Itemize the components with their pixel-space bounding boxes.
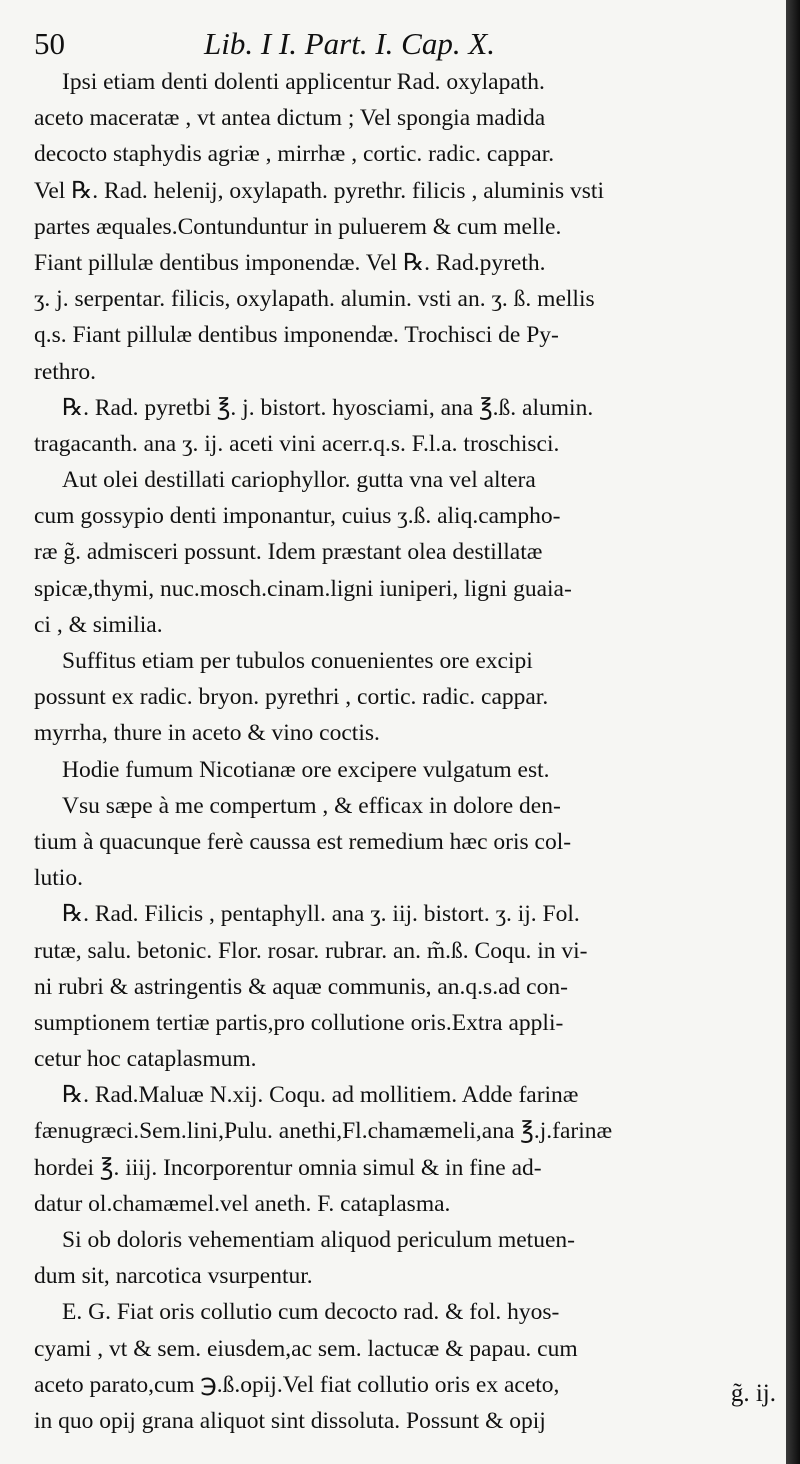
text-line: ni rubri & astringentis & aquæ communis, an.q.s.ad con- xyxy=(34,973,568,1000)
text-line: q.s. Fiant pillulæ dentibus imponendæ. Trochisci de Py- xyxy=(34,322,559,349)
text-line: datur ol.chamæmel.vel aneth. F. cataplasma. xyxy=(34,1190,451,1217)
text-line: cum gossypio denti imponantur, cuius ʒ.ß. aliq.campho- xyxy=(34,503,561,530)
text-line: decocto staphydis agriæ , mirrhæ , cortic. radic. cappar. xyxy=(34,141,555,168)
page-number: 50 xyxy=(34,26,65,61)
text-line: fænugræci.Sem.lini,Pulu. anethi,Fl.chamæmeli,ana ℥.j.farinæ xyxy=(34,1118,613,1145)
body-text xyxy=(34,64,772,1439)
text-line: myrrha, thure in aceto & vino coctis. xyxy=(34,720,380,747)
page-edge-shadow xyxy=(786,0,800,1464)
text-line: Si ob doloris vehementiam aliquod periculum metuen- xyxy=(62,1227,575,1253)
text-line: cetur hoc cataplasmum. xyxy=(34,1046,257,1073)
text-line: possunt ex radic. bryon. pyrethri , cortic. radic. cappar. xyxy=(34,684,549,711)
text-line: sumptionem tertiæ partis,pro collutione oris.Extra appli- xyxy=(34,1009,564,1036)
text-line: Suffitus etiam per tubulos conuenientes ore excipi xyxy=(62,648,533,674)
text-line: ʒ. j. serpentar. filicis, oxylapath. alumin. vsti an. ʒ. ß. mellis xyxy=(34,286,595,313)
text-line: ræ g̃. admisceri possunt. Idem præstant olea destillatæ xyxy=(34,539,543,566)
text-line: Hodie fumum Nicotianæ ore excipere vulgatum est. xyxy=(62,756,550,783)
running-title: Lib. I I. Part. I. Cap. X. xyxy=(204,26,496,61)
text-line: aceto parato,cum ℈.ß.opij.Vel fiat collutio oris ex aceto, xyxy=(34,1371,560,1398)
text-line: Fiant pillulæ dentibus imponendæ. Vel ℞. Rad.pyreth. xyxy=(34,249,546,276)
text-line: partes æquales.Contunduntur in puluerem & cum melle. xyxy=(34,213,562,240)
text-line: lutio. xyxy=(34,865,83,892)
catchword: g̃. ij. xyxy=(730,1380,776,1407)
text-line: aceto maceratæ , vt antea dictum ; Vel spongia madida xyxy=(34,105,546,132)
text-line: spicæ,thymi, nuc.mosch.cinam.ligni iuniperi, ligni guaia- xyxy=(34,575,572,602)
text-line: dum sit, narcotica vsurpentur. xyxy=(34,1263,313,1290)
text-line: ci , & similia. xyxy=(34,611,163,638)
text-line: rutæ, salu. betonic. Flor. rosar. rubrar. an. m̃.ß. Coqu. in vi- xyxy=(34,937,588,964)
text-line: Aut olei destillati cariophyllor. gutta vna vel altera xyxy=(62,467,536,494)
text-line: in quo opij grana aliquot sint dissoluta. Possunt & opij xyxy=(34,1407,546,1434)
text-line: tragacanth. ana ʒ. ij. aceti vini acerr.q.s. F.l.a. troschisci. xyxy=(34,430,560,457)
text-line: rethro. xyxy=(34,358,96,385)
text-line: ℞. Rad. Filicis , pentaphyll. ana ʒ. iij. bistort. ʒ. ij. Fol. xyxy=(62,901,580,928)
text-line: cyami , vt & sem. eiusdem,ac sem. lactucæ & papau. cum xyxy=(34,1335,578,1362)
text-line: ℞. Rad. pyretbi ℥. j. bistort. hyosciami, ana ℥.ß. alumin. xyxy=(62,394,594,421)
text-line: Ipsi etiam denti dolenti applicentur Rad. oxylapath. xyxy=(62,69,545,95)
text-line: Vsu sæpe à me compertum , & efficax in dolore den- xyxy=(62,792,561,819)
text-line: tium à quacunque ferè caussa est remedium hæc oris col- xyxy=(34,828,572,855)
text-line: E. G. Fiat oris collutio cum decocto rad. & fol. hyos- xyxy=(62,1299,560,1326)
text-line: Vel ℞. Rad. helenij, oxylapath. pyrethr. filicis , aluminis vsti xyxy=(34,177,604,204)
text-line: ℞. Rad.Maluæ N.xij. Coqu. ad mollitiem. Adde farinæ xyxy=(62,1082,579,1109)
text-line: hordei ℥. iiij. Incorporentur omnia simul & in fine ad- xyxy=(34,1154,542,1181)
page-header xyxy=(34,26,774,66)
